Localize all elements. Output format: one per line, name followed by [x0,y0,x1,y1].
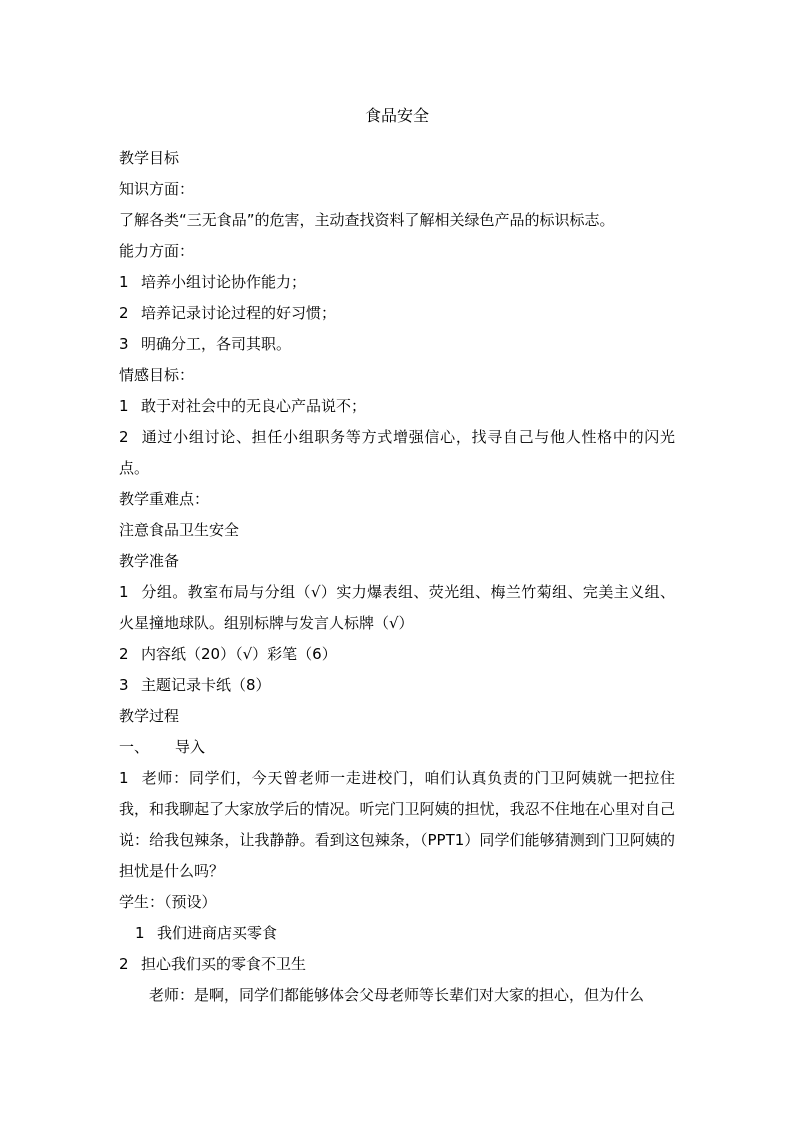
paragraph-teacher: 老师：是啊，同学们都能够体会父母老师等长辈们对大家的担心，但为什么 [149,986,645,1004]
list-text: 内容纸（20）（√）彩笔（6） [141,645,337,663]
list-number: 1 [119,273,129,291]
list-number: 1 [119,397,129,415]
list-item [119,918,675,949]
list-item [119,329,675,360]
list-item [119,670,675,701]
list-item [119,267,675,298]
list-item [119,639,675,670]
list-item [119,298,675,329]
section-number: 一、 [119,738,150,756]
list-number: 1 [119,769,129,787]
paragraph-key-points: 注意食品卫生安全 [119,521,240,539]
list-item [119,577,675,639]
list-number: 2 [119,428,129,446]
list-text: 培养小组讨论协作能力； [141,273,307,291]
subheading-knowledge: 知识方面： [119,180,195,198]
list-text: 培养记录讨论过程的好习惯； [141,304,337,322]
subheading-emotion: 情感目标： [119,366,195,384]
list-text: 分组。教室布局与分组（√）实力爆表组、荧光组、梅兰竹菊组、完美主义组、火星撞地球队。组别标牌与发言人标牌（√） [119,583,675,632]
list-number: 2 [119,645,129,663]
list-item [119,391,675,422]
list-item [119,949,675,980]
section-text: 导入 [175,738,206,756]
heading-preparation: 教学准备 [119,552,180,570]
list-number: 1 [119,583,129,601]
list-text: 明确分工，各司其职。 [141,335,292,353]
paragraph-knowledge: 了解各类“三无食品”的危害，主动查找资料了解相关绿色产品的标识标志。 [119,211,615,229]
list-number: 3 [119,335,129,353]
document-title: 食品安全 [364,106,429,125]
heading-teaching-goals: 教学目标 [119,149,180,167]
list-text: 老师：同学们，今天曾老师一走进校门，咱们认真负责的门卫阿姨就一把拉住我，和我聊起了大家放学后的情况。听完门卫阿姨的担忧，我忍不住地在心里对自己说：给我包辣条，让我静静。看到这包辣条，（PPT1）同学们能够猜测到门卫阿姨的担忧是什么吗？ [119,769,675,880]
list-number: 2 [119,955,129,973]
list-text: 敢于对社会中的无良心产品说不； [141,397,367,415]
list-text: 我们进商店买零食 [157,924,278,942]
heading-key-points: 教学重难点： [119,490,210,508]
list-number: 2 [119,304,129,322]
list-text: 主题记录卡纸（8） [141,676,271,694]
section-heading [119,732,675,763]
subheading-ability: 能力方面： [119,242,195,260]
paragraph-student: 学生：（预设） [119,893,217,911]
list-text: 担心我们买的零食不卫生 [141,955,307,973]
list-item [119,763,675,887]
list-item [119,422,675,484]
list-text: 通过小组讨论、担任小组职务等方式增强信心，找寻自己与他人性格中的闪光点。 [119,428,675,477]
list-number: 1 [135,924,145,942]
heading-process: 教学过程 [119,707,180,725]
document-body [119,143,675,1011]
list-number: 3 [119,676,129,694]
